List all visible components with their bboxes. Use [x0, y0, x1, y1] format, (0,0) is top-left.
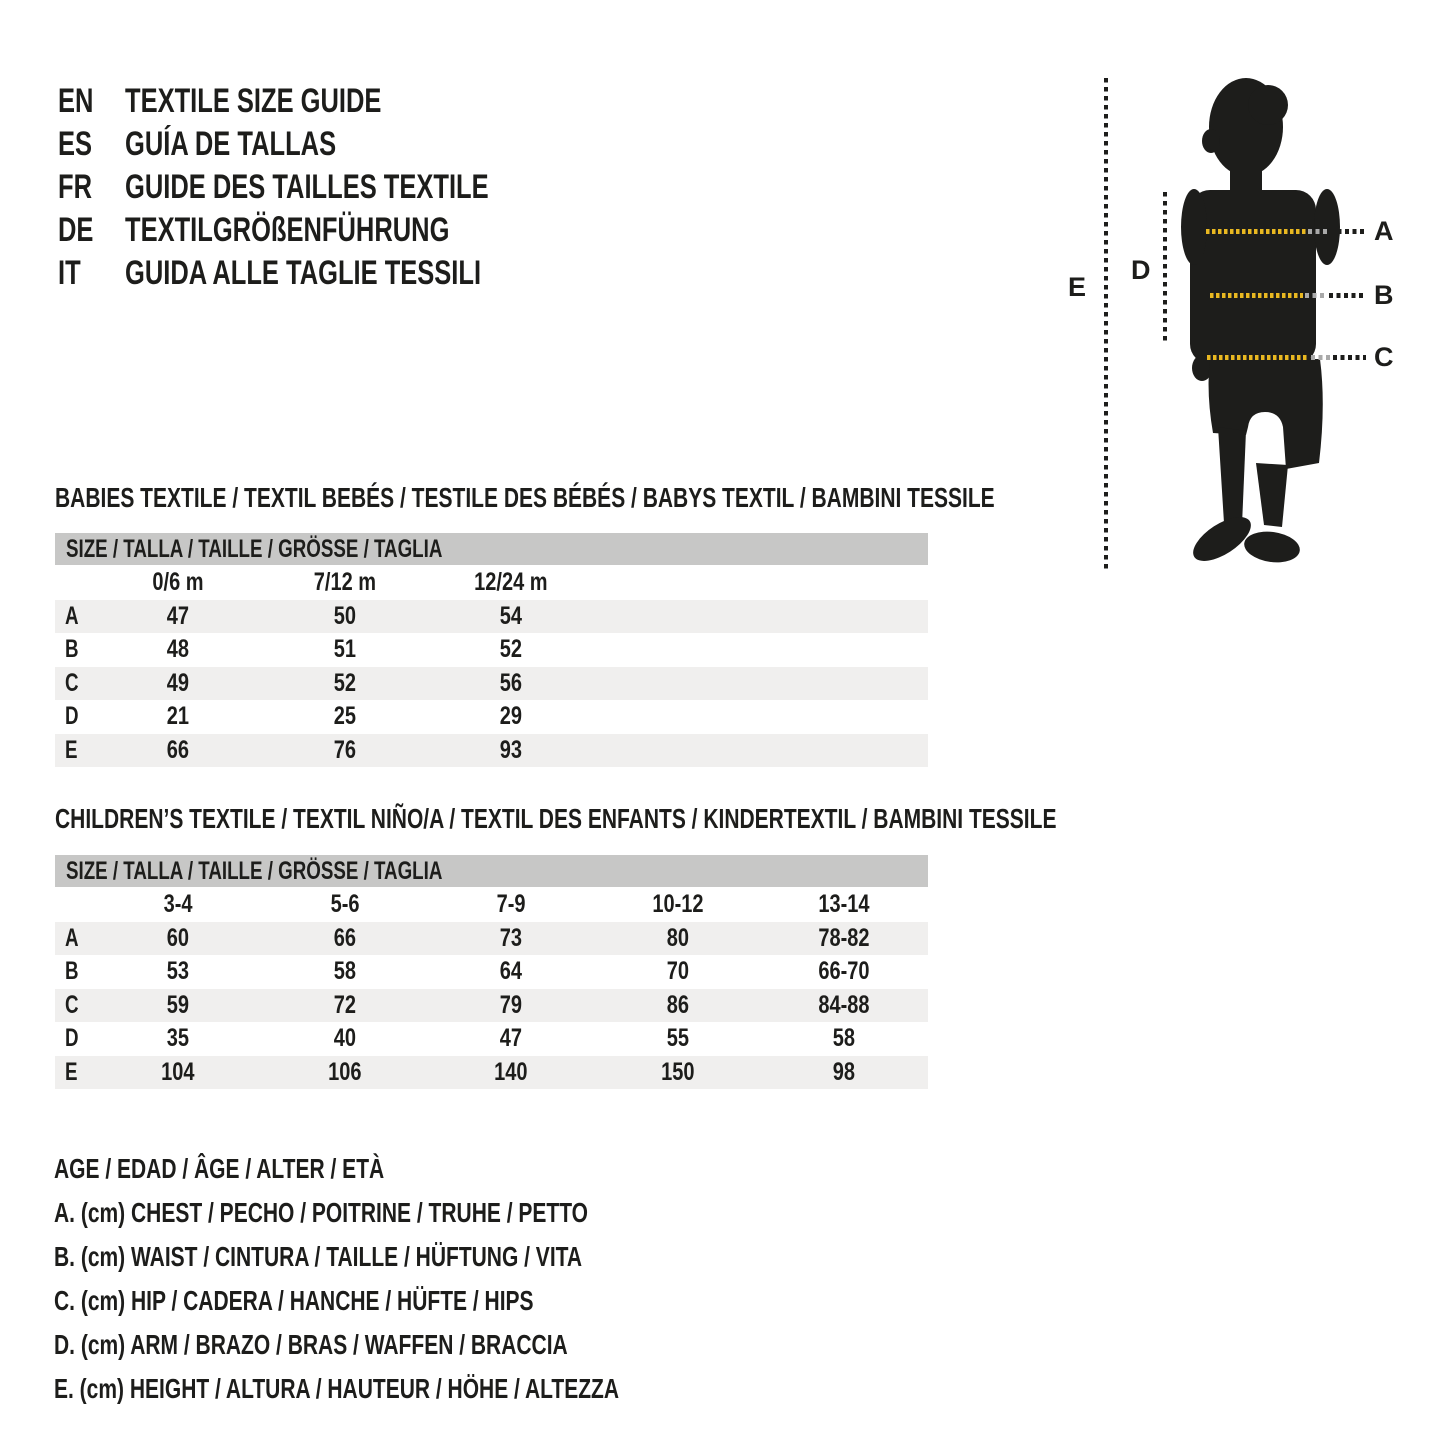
column-header: 7/12 m	[313, 568, 376, 596]
language-code: IT	[58, 254, 81, 292]
language-code: FR	[58, 168, 92, 206]
size-cell: 58	[833, 1024, 856, 1053]
size-cell: 66-70	[818, 957, 870, 986]
size-cell: 58	[333, 957, 356, 986]
measurement-legend	[54, 1147, 807, 1411]
language-row	[58, 166, 610, 209]
table-row	[55, 955, 928, 988]
size-cell: 52	[500, 635, 523, 664]
size-cell: 79	[500, 990, 523, 1019]
label-e: E	[1068, 272, 1087, 302]
size-cell: 48	[167, 635, 190, 664]
row-label: A	[65, 602, 79, 630]
size-cell: 66	[333, 924, 356, 952]
legend-line-age: AGE / EDAD / ÂGE / ALTER / ETÀ	[54, 1153, 385, 1184]
size-cell: 140	[494, 1057, 528, 1086]
legend-line-hip: C. (cm) HIP / CADERA / HANCHE / HÜFTE / HIPS	[54, 1285, 534, 1316]
size-cell: 60	[167, 924, 190, 952]
size-cell: 104	[161, 1057, 195, 1086]
arm-measure-line-d	[1163, 192, 1167, 344]
size-cell: 55	[666, 1024, 689, 1053]
language-row	[58, 252, 610, 295]
size-cell: 35	[167, 1024, 190, 1053]
size-cell: 98	[833, 1057, 856, 1086]
size-cell: 59	[167, 990, 190, 1019]
size-cell: 64	[500, 957, 523, 986]
size-cell: 51	[333, 635, 356, 664]
language-row	[58, 123, 610, 166]
row-label: D	[65, 702, 79, 731]
size-cell: 53	[167, 957, 190, 986]
size-cell: 47	[167, 602, 190, 630]
legend-line-height: E. (cm) HEIGHT / ALTURA / HAUTEUR / HÖHE / ALTEZZA	[54, 1373, 620, 1404]
size-cell: 50	[333, 602, 356, 630]
legend-line-waist: B. (cm) WAIST / CINTURA / TAILLE / HÜFTUNG / VITA	[54, 1241, 583, 1272]
language-code: EN	[58, 82, 94, 120]
babies-size-table	[55, 533, 928, 767]
size-cell: 47	[500, 1024, 523, 1053]
size-cell: 29	[500, 702, 523, 731]
size-cell: 106	[328, 1057, 362, 1086]
chest-line-a-extension	[1308, 229, 1328, 234]
size-cell: 70	[666, 957, 689, 986]
hip-line-c-extension	[1311, 355, 1331, 360]
chest-line-a-extension	[1330, 229, 1366, 234]
hip-line-c-extension	[1333, 355, 1366, 360]
size-cell: 78-82	[818, 924, 870, 952]
column-header: 12/24 m	[474, 568, 548, 596]
empty-corner-cell	[55, 887, 95, 922]
label-d: D	[1131, 255, 1151, 285]
size-cell: 49	[167, 668, 190, 697]
table-row	[55, 922, 928, 955]
legend-line-chest: A. (cm) CHEST / PECHO / POITRINE / TRUHE / PETTO	[54, 1197, 589, 1228]
size-header-bar: SIZE / TALLA / TAILLE / GRÖSSE / TAGLIA	[55, 855, 928, 887]
guide-title: GUÍA DE TALLAS	[125, 125, 337, 163]
size-cell: 72	[333, 990, 356, 1019]
column-header: 13-14	[818, 890, 870, 918]
language-row	[58, 209, 610, 252]
babies-section-heading: BABIES TEXTILE / TEXTIL BEBÉS / TESTILE DES BÉBÉS / BABYS TEXTIL / BAMBINI TESSILE	[55, 482, 995, 513]
waist-line-b	[1210, 293, 1303, 298]
table-row	[55, 600, 928, 633]
row-label: E	[65, 1057, 78, 1086]
label-c: C	[1374, 342, 1394, 372]
size-cell: 25	[333, 702, 356, 731]
language-code: DE	[58, 211, 94, 249]
label-a: A	[1374, 216, 1394, 246]
table-row	[55, 734, 928, 767]
size-cell: 66	[167, 735, 190, 764]
row-label: D	[65, 1024, 79, 1053]
size-cell: 93	[500, 735, 523, 764]
size-cell: 86	[666, 990, 689, 1019]
waist-line-b-extension	[1329, 293, 1366, 298]
children-section-heading: CHILDREN’S TEXTILE / TEXTIL NIÑO/A / TEXTIL DES ENFANTS / KINDERTEXTIL / BAMBINI TESSILE	[55, 803, 1057, 834]
row-label: A	[65, 924, 79, 952]
table-row	[55, 1056, 928, 1089]
size-cell: 52	[333, 668, 356, 697]
hip-line-c	[1207, 355, 1309, 360]
column-header: 3-4	[163, 890, 193, 918]
label-b: B	[1374, 280, 1394, 310]
row-label: E	[65, 735, 78, 764]
column-header: 0/6 m	[152, 568, 204, 596]
size-cell: 56	[500, 668, 523, 697]
column-header-row	[55, 887, 928, 922]
row-label: C	[65, 668, 79, 697]
guide-title: GUIDA ALLE TAGLIE TESSILI	[125, 254, 482, 292]
column-header: 7-9	[496, 890, 526, 918]
size-cell: 40	[333, 1024, 356, 1053]
guide-title: TEXTILE SIZE GUIDE	[125, 82, 382, 120]
waist-line-b-extension	[1305, 293, 1327, 298]
language-row	[58, 80, 610, 123]
size-cell: 150	[661, 1057, 695, 1086]
row-label: B	[65, 635, 79, 664]
column-header-row	[55, 565, 928, 600]
table-row	[55, 633, 928, 666]
size-header-bar: SIZE / TALLA / TAILLE / GRÖSSE / TAGLIA	[55, 533, 928, 565]
column-header: 5-6	[330, 890, 360, 918]
size-cell: 73	[500, 924, 523, 952]
size-cell: 84-88	[818, 990, 870, 1019]
table-row	[55, 700, 928, 733]
size-cell: 54	[500, 602, 523, 630]
column-header: 10-12	[652, 890, 704, 918]
table-row	[55, 1022, 928, 1055]
table-row	[55, 989, 928, 1022]
children-size-table	[55, 855, 928, 1089]
guide-title: GUIDE DES TAILLES TEXTILE	[125, 168, 489, 206]
row-label: C	[65, 990, 79, 1019]
size-cell: 21	[167, 702, 190, 731]
size-cell: 76	[333, 735, 356, 764]
empty-corner-cell	[55, 565, 95, 600]
size-cell: 80	[666, 924, 689, 952]
table-row	[55, 667, 928, 700]
language-code: ES	[58, 125, 93, 163]
chest-line-a	[1206, 229, 1306, 234]
language-title-block	[58, 80, 610, 295]
legend-line-arm: D. (cm) ARM / BRAZO / BRAS / WAFFEN / BRACCIA	[54, 1329, 568, 1360]
row-label: B	[65, 957, 79, 986]
guide-title: TEXTILGRÖßENFÜHRUNG	[125, 211, 450, 249]
